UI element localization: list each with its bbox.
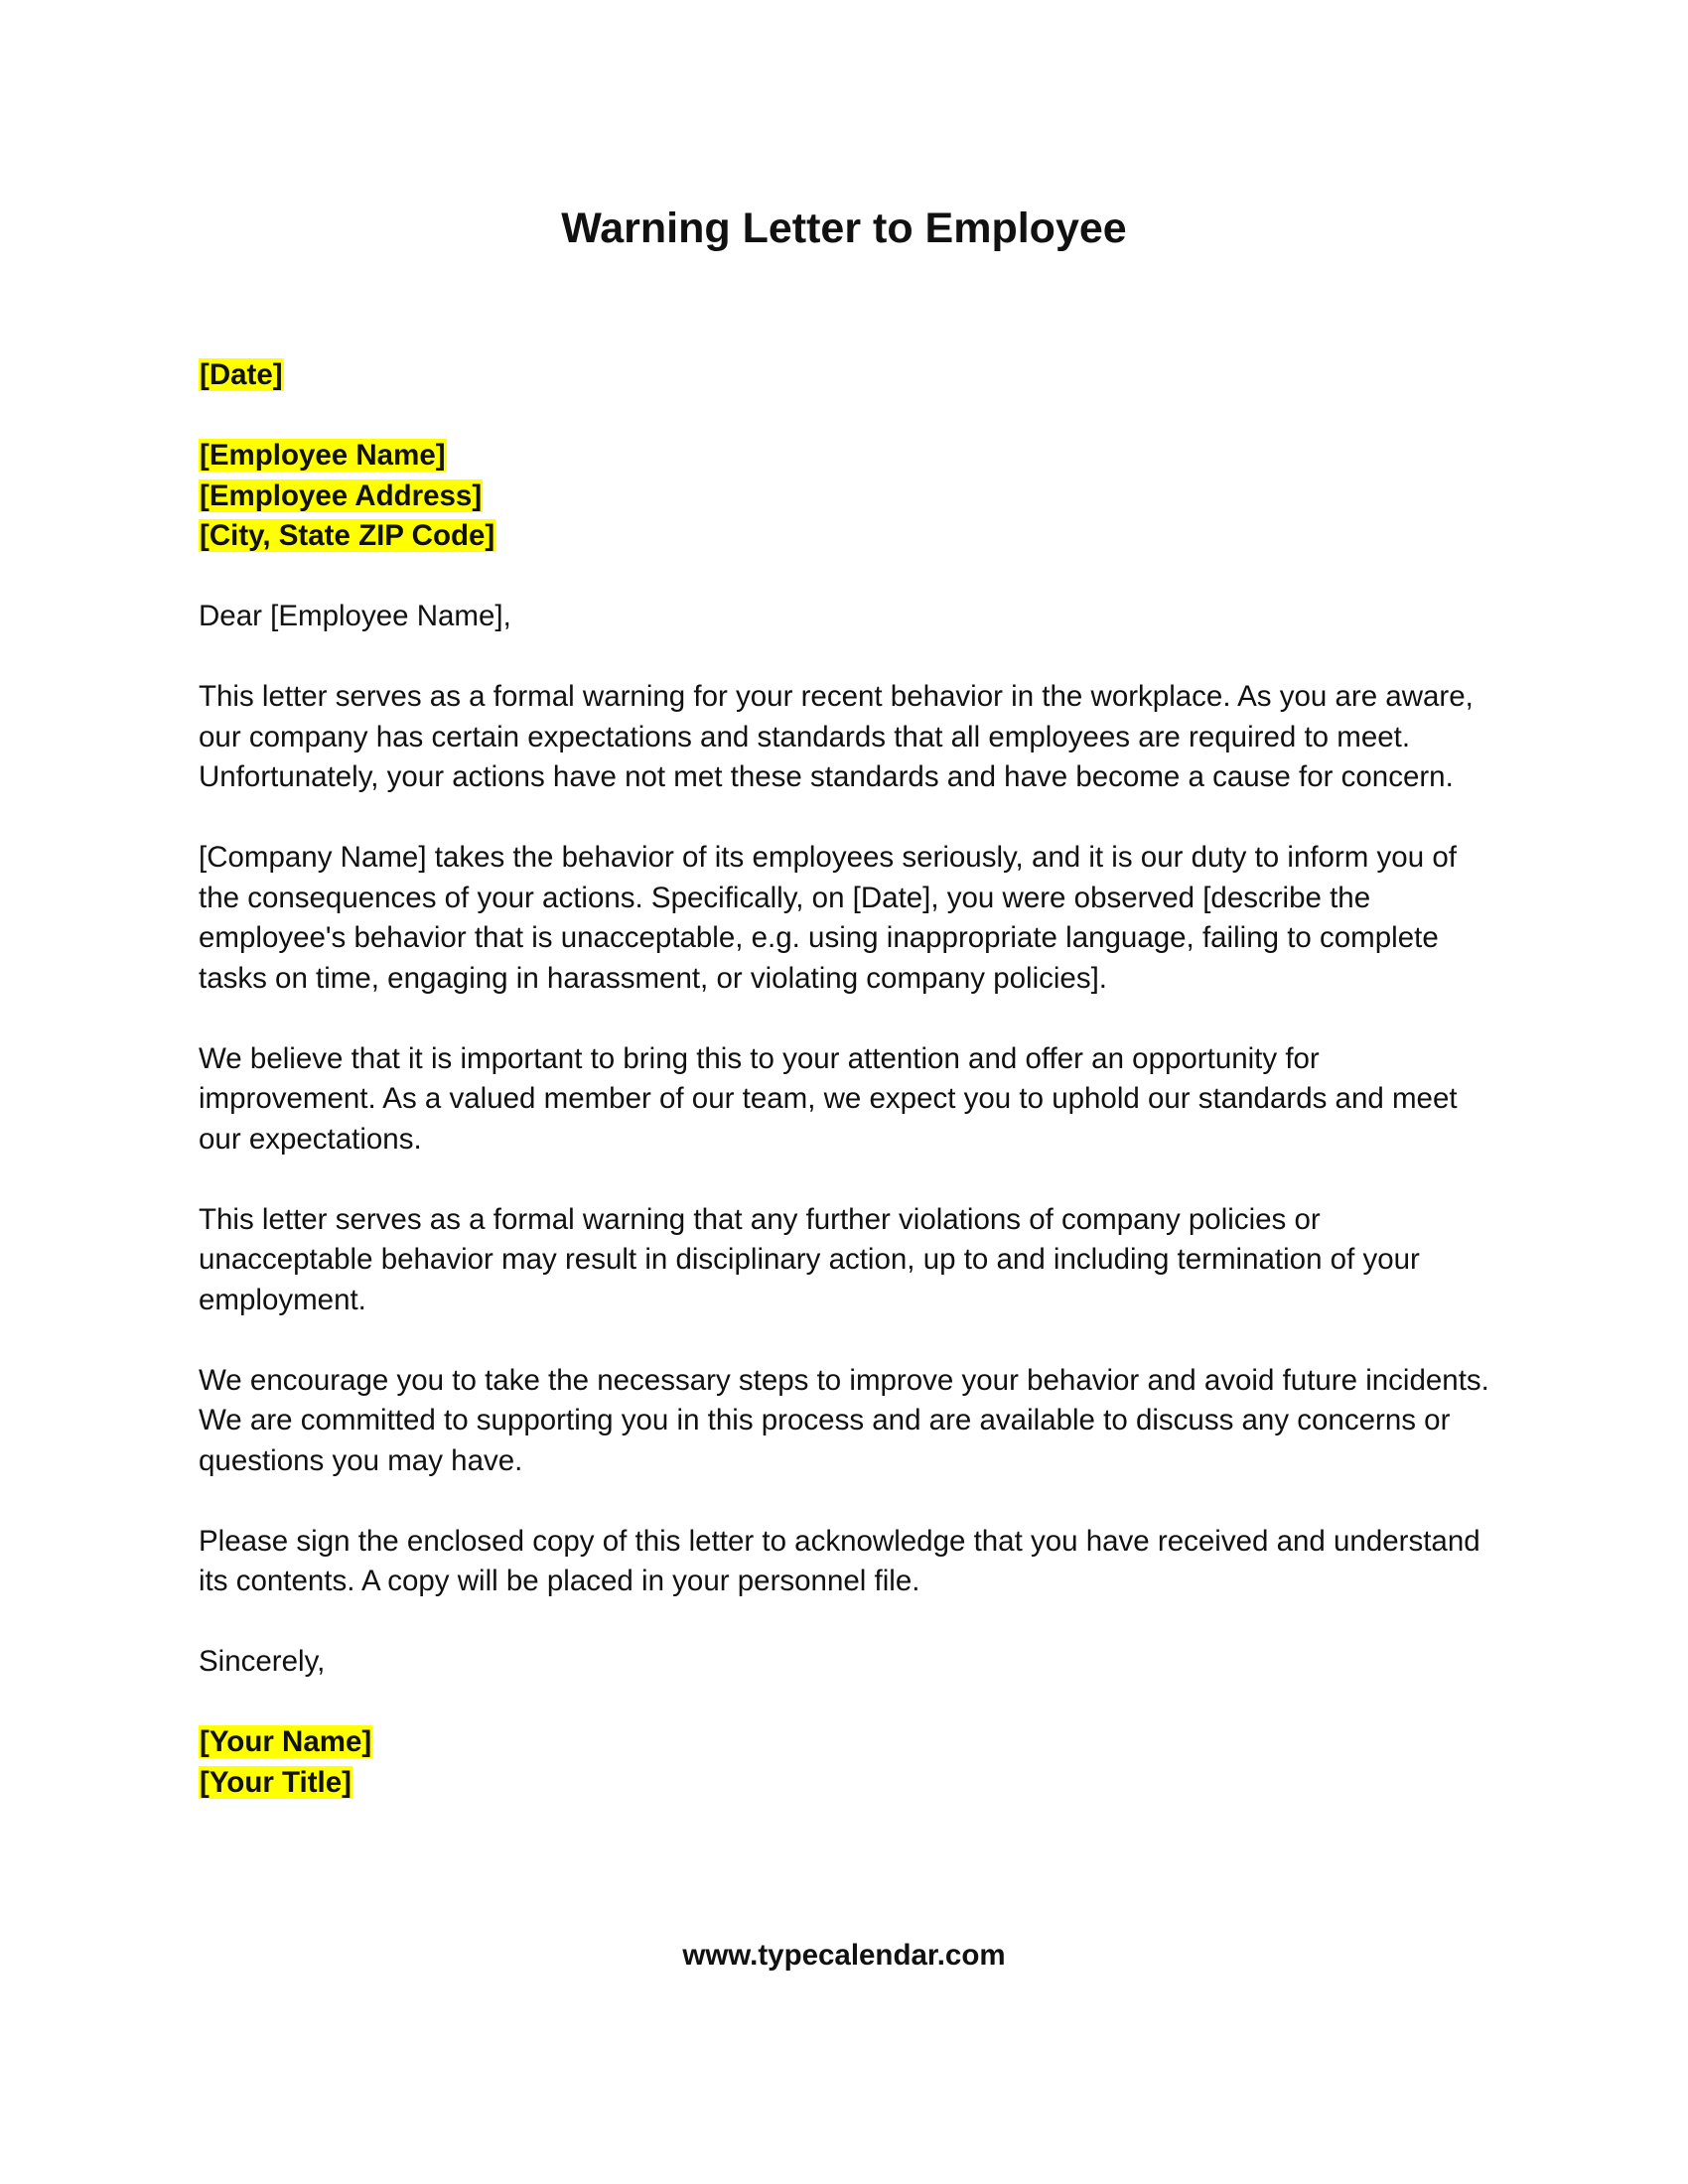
- signature-title: [Your Title]: [200, 1765, 352, 1799]
- date-block: [199, 355, 1499, 396]
- body-paragraph-3: We believe that it is important to bring this to your attention and offer an opportunity for improvement. As a valued member of our team, we expect you to uphold our standards and meet our expectations.: [199, 1041, 1458, 1156]
- body-paragraph-2: [Company Name] takes the behavior of its employees seriously, and it is our duty to inform you of the consequences of your actions. Specifically, on [Date], you were observed [describe the employee's behavior that is unacceptable, e.g. using inappropriate language, failing to complete tasks on time, engaging in harassment, or violating company policies].: [199, 841, 1457, 995]
- recipient-name: [Employee Name]: [200, 439, 446, 472]
- letter-body: [199, 355, 1499, 1843]
- body-paragraph-5: We encourage you to take the necessary steps to improve your behavior and avoid future incidents. We are committed to supporting you in this process and are available to discuss any concerns or questions you may have.: [199, 1363, 1489, 1477]
- body-paragraph-6: Please sign the enclosed copy of this letter to acknowledge that you have received and understand its contents. A copy will be placed in your personnel file.: [199, 1524, 1480, 1597]
- recipient-block: [199, 436, 1499, 557]
- signature-block: [199, 1722, 1499, 1803]
- body-paragraph-4: This letter serves as a formal warning that any further violations of company policies or unacceptable behavior may result in disciplinary action, up to and including termination of your employment.: [199, 1202, 1420, 1316]
- signature-name: [Your Name]: [200, 1725, 372, 1758]
- date-placeholder: [Date]: [200, 358, 283, 391]
- closing: Sincerely,: [199, 1645, 326, 1678]
- recipient-address: [Employee Address]: [200, 478, 483, 512]
- recipient-city-state-zip: [City, State ZIP Code]: [200, 519, 495, 552]
- footer-website: www.typecalendar.com: [682, 1939, 1006, 1972]
- body-paragraph-1: This letter serves as a formal warning for your recent behavior in the workplace. As you are aware, our company has certain expectations and standards that all employees are required to meet. Unfortunately, your actions have not met these standards and have become a cause for concern.: [199, 680, 1474, 793]
- document-title: Warning Letter to Employee: [561, 205, 1127, 252]
- salutation: Dear [Employee Name],: [199, 600, 511, 632]
